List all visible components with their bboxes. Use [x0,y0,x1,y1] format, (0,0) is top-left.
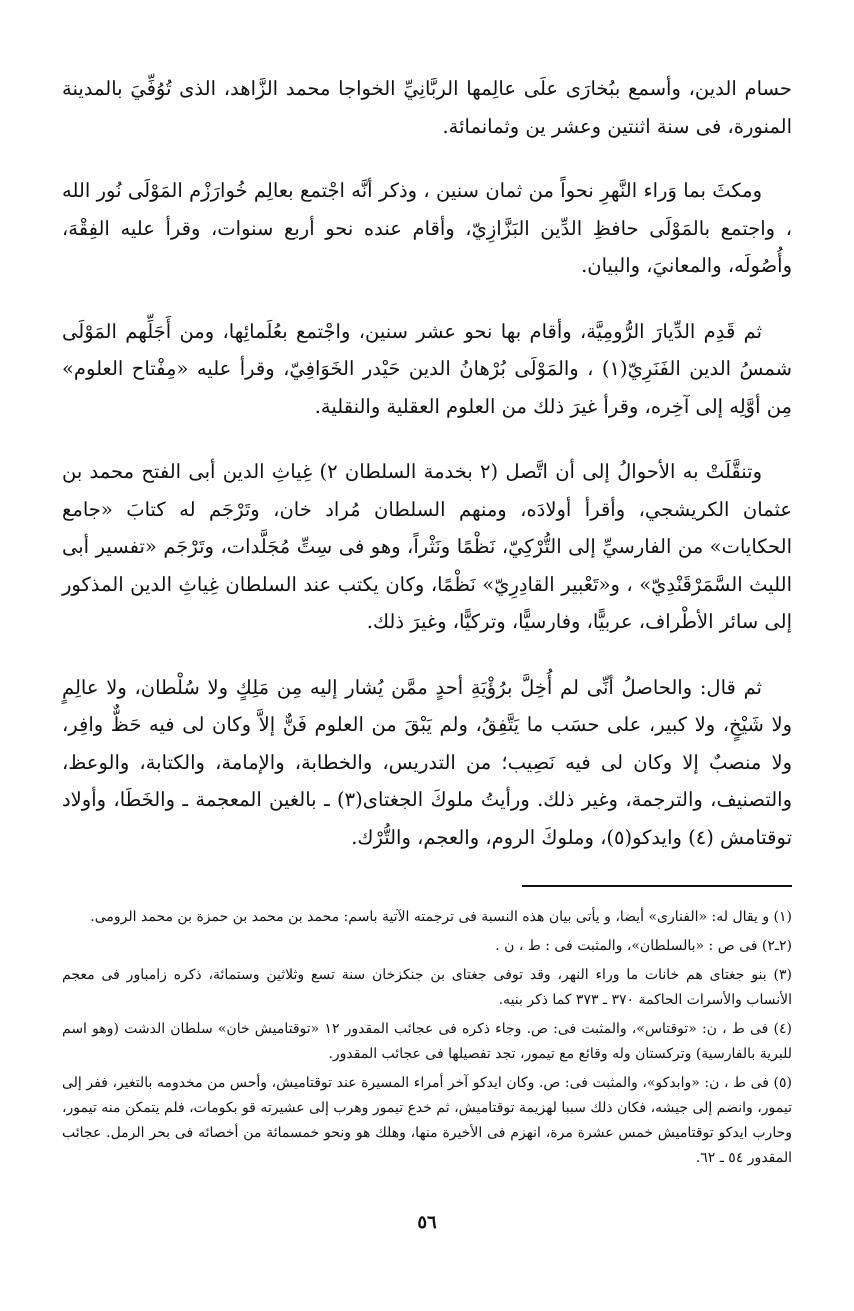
footnote-separator [522,885,792,887]
page-number: ٥٦ [417,1212,437,1233]
footnote-3: (٣) بنو جغتاى هم خانات ما وراء النهر، وقد توفى جغتاى بن جنكزخان سنة تسع وثلاثين وستمائة، ذكره زامباور فى معجم الأنساب والأسرات الحاكمة ٣٧٠ ـ ٣٧٣ كما ذكر بنيه. [62,967,792,1008]
footnote-2: (٢ـ٢) فى ص : «بالسلطان»، والمثبت فى : ط ، ن . [495,938,792,954]
footnote-4: (٤) فى ط ، ن: «توقتاس»، والمثبت فى: ص. وجاء ذكره فى عجائب المقدور ١٢ «توقتاميش خان» سلطان الدشت (وهو اسم للبرية بالفارسية) وتركستان وله وقائع مع تيمور، تجد تفصيلها فى عجائب المقدور. [62,1021,792,1062]
footnote-5: (٥) فى ط ، ن: «وابدكو»، والمثبت فى: ص. وكان ايدكو آخر أمراء المسيرة عند توقتاميش، وأحس من مخدومه بالتغير، ففر إلى تيمور، وانضم إلى جيشه، فكان ذلك سببا لهزيمة توقتاميش، ثم خدع تيمور وهرب إلى عشيرته قو بكومات، فلم يتمكن منه تيمور، وحارب ايدكو توقتاميش خمس عشرة مرة، انهزم فى الأخيرة منها، وهلك هو ونحو خمسمائة من أخصائه فى بحر الرمل. عجائب المقدور ٥٤ ـ ٦٢. [62,1075,792,1166]
paragraph-3: ثم قَدِم الدِّيارَ الرُّومِيَّة، وأقام بها نحو عشر سنين، واجْتمع بعُلَمائِها، ومن أَجَلِّهم المَوْلَى شمسُ الدين الفَنَرِيّ(١) ، والمَوْلَى بُرْهانُ الدين حَيْدر الخَوَافِيّ، وقرأ عليه «مِفْتاح العلوم» مِن أوَّلِه إلى آخِره، وقرأ غيرَ ذلك من العلوم العقلية والنقلية. [62,319,792,418]
paragraph-2: ومكثَ بما وَراء النَّهرِ نحواً من ثمان سنين ، وذكر أنَّه اجْتمع بعالِم خُوارَزْم المَوْلَى نُور الله ، واجتمع بالمَوْلَى حافظِ الدِّين البَزَّازِيّ، وأقام عنده نحو أربع سنوات، وقرأ عليه الفِقْهَ، وأُصُولَه، والمعانيَ، والبيان. [62,179,792,277]
paragraph-1: حسام الدين، وأسمع ببُخارَى علَى عالِمها الربَّانِيِّ الخواجا محمد الزَّاهد، الذى تُوُفِّيَ بالمدينة المنورة، فى سنة اثنتين وعشر ين وثمانمائة. [62,77,792,138]
main-text [62,70,792,884]
paragraph-5: ثم قال: والحاصلُ أنِّى لم أُخِلَّ برُؤْيَةِ أحدٍ ممَّن يُشار إليه مِن مَلِكٍ ولا سُلْطان، ولا عالِمٍ ولا شَيْخٍ، ولا كبير، على حسَب ما يَتَّفِقُ، ولم يَبْقَ من العلوم فَنٌّ إلاَّ وكان لى فيه حَظٌّ وافِر، ولا منصبٌ إلا وكان لى فيه نَصِيب؛ من التدريس، والخطابة، والإمامة، والكتابة، والوعظ، والتصنيف، والترجمة، وغير ذلك. ورأيتُ ملوكَ الجغتاى(٣) ـ بالغين المعجمة ـ والخَطَا، وأولاد توقتامش (٤) وايدكو(٥)، وملوكَ الروم، والعجم، والتُّرْك. [62,675,792,849]
footnotes [62,905,792,1175]
paragraph-4: وتنقَّلَتْ به الأحوالُ إلى أن اتَّصل (٢ بخدمة السلطان ٢) غِياثِ الدين أبى الفتح محمد بن عثمان الكريشجي، وأقرأ أولادَه، ومنهم السلطان مُراد خان، وتَرْجَم له كتابَ «جامع الحكايات» من الفارسيِّ إلى التُّرْكِيّ، نَظْمًا ونَثْراً، وهو فى سِتِّ مُجَلَّدات، وتَرْجَم «تفسير أبى الليث السَّمَرْقَنْدِيّ» ، و«تَعْبير القادِرِيّ» نَظْمًا، وكان يكتب عند السلطان غِياثِ الدين المذكور إلى سائر الأطْراف، عربيًّا، وفارسيًّا، وتركيًّا، وغيرَ ذلك. [62,460,792,633]
footnote-1: (١) و يقال له: «الفنارى» أيضا، و يأتى بيان هذه النسبة فى ترجمته الآتية باسم: محمد بن محمد بن حمزة بن محمد الرومى. [90,909,792,925]
